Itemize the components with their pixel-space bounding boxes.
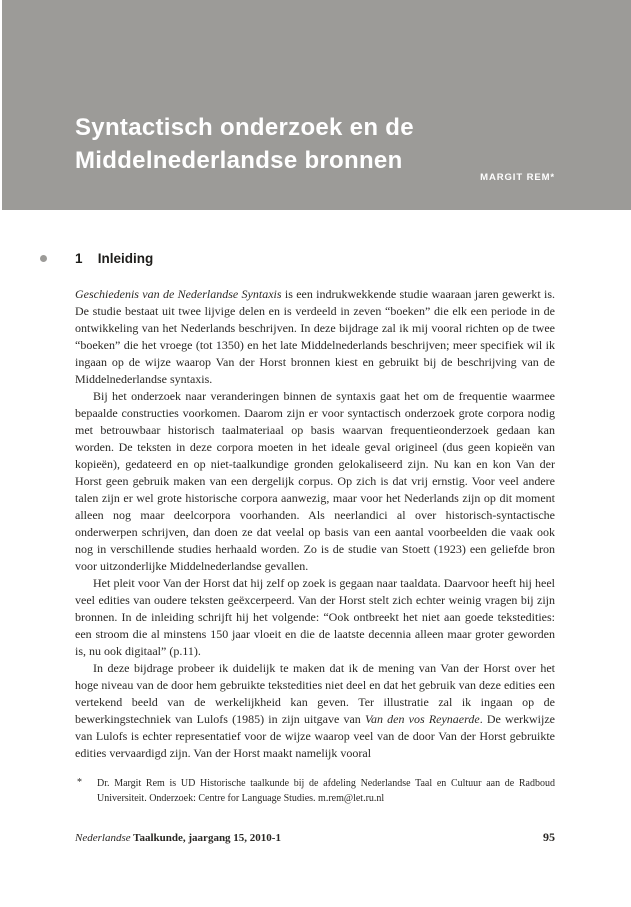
section-bullet-icon: [40, 255, 47, 262]
title-line-1: Syntactisch onderzoek en de: [75, 114, 414, 142]
page-footer: [75, 830, 555, 845]
work-title-italic: Van den vos Reynaerde: [364, 712, 480, 726]
journal-title-italic: Nederlandse: [75, 832, 131, 844]
paragraph-4-before: In deze bijdrage probeer ik duidelijk te maken dat ik de mening van Van der Horst over het hoge niveau van de door hem gebruikte tekstedities niet deel en dat het gebruik van deze edities een vertekend beeld van de werkelijkheid kan geven. Ter illustratie zal ik ingaan op de bewerkingstechniek van Lulofs (1985) in zijn uitgave van: [75, 661, 555, 726]
paragraph-1-text: is een indrukwekkende studie waaraan jaren gewerkt is. De studie bestaat uit twee lijvige delen en is verdeeld in zeven “boeken” die elk een periode in de ontwikkeling van het Nederlands beschrijven. In deze bijdrage zal ik mij vooral richten op de twee “boeken” die het vroege (tot 1350) en het late Middelnederlands beschrijven; meer specifiek wil ik ingaan op de wijze waarop Van der Horst bronnen kiest en gebruikt bij de beschrijving van de Middelnederlandse syntaxis.: [75, 287, 556, 386]
section-title: Inleiding: [97, 251, 154, 266]
title-line-2: Middelnederlandse bronnen: [75, 147, 403, 175]
paragraph-3: Het pleit voor Van der Horst dat hij zelf op zoek is gegaan naar taaldata. Daarvoor heeft hij heel veel edities van oudere teksten geëxcerpeerd. Van der Horst stelt zich echter weinig vragen bij zijn bronnen. In de inleiding schrijft hij het volgende: “Ook ontbreekt het niet aan goede tekstedities: een stroom die al minstens 150 jaar vloeit en die de laatste decennia alleen maar groter geworden is, nu ook digitaal” (p.11).: [75, 576, 555, 658]
journal-line: [75, 832, 281, 844]
paragraph-1: [75, 286, 555, 388]
author-name: MARGIT REM*: [480, 172, 555, 183]
paragraph-4: [75, 660, 555, 762]
footnote-text: Dr. Margit Rem is UD Historische taalkunde bij de afdeling Nederlandse Taal en Cultuur aan de Radboud Universiteit. Onderzoek: Centre for Language Studies. m.rem@let.ru.nl: [97, 778, 555, 804]
footnote: [75, 776, 555, 806]
section-heading: [75, 251, 555, 267]
footnote-marker: *: [77, 777, 82, 788]
header-band: [2, 0, 631, 210]
paragraph-4-after: . De werkwijze van Lulofs is echter representatief voor de wijze waarop veel van de door Van der Horst gebruikte edities vervaardigd zijn. Van der Horst maakt namelijk vooral: [75, 712, 556, 760]
section-number: 1: [75, 251, 83, 266]
body-text: [75, 286, 555, 762]
article-title: [75, 111, 414, 177]
page-number: 95: [543, 830, 555, 844]
article-content: [75, 210, 555, 845]
paragraph-2: Bij het onderzoek naar veranderingen binnen de syntaxis gaat het om de frequentie waarmee bepaalde constructies voorkomen. Daarom zijn er voor syntactisch onderzoek grote corpora nodig met betrouwbaar historisch taalmateriaal op basis waarvan frequentieonderzoek gedaan kan worden. De teksten in deze corpora moeten in het ideale geval origineel (dus geen kopieën van kopieën), gedateerd en op niet-taalkundige gronden gelokaliseerd zijn. Nu kan en kon Van der Horst geen gebruik maken van een dergelijk corpus. Op zich is dat vrij ernstig. Voor veel andere talen zijn er wel grote historische corpora aanwezig, maar voor het Nederlands zijn op dit moment alleen nog maar deelcorpora voorhanden. Als neerlandici al over historisch-syntactische onderwerpen schrijven, dan doen ze dat veelal op basis van een aantal voorbeelden die vaak ook nog in verschillende studies herhaald worden. Zo is de studie van Stoett (1923) een geliefde bron voor uitzonderlijke Middelnederlandse gevallen.: [75, 389, 555, 573]
book-title-italic: Geschiedenis van de Nederlandse Syntaxis: [75, 287, 282, 301]
journal-title-rest: Taalkunde, jaargang 15, 2010-1: [130, 832, 281, 844]
